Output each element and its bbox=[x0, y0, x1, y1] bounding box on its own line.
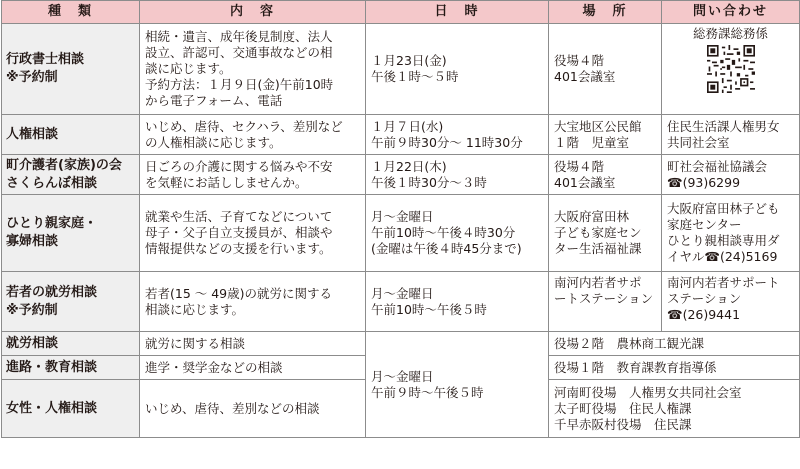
time-line: 午前９時～午後５時 bbox=[371, 384, 484, 400]
content-line: いじめ、虐待、セクハラ、差別など bbox=[145, 118, 343, 134]
place-line: 大阪府富田林 bbox=[554, 209, 630, 224]
header-type: 種 類 bbox=[2, 1, 140, 24]
category-title: 人権相談 bbox=[6, 126, 59, 142]
content-cell bbox=[140, 155, 366, 195]
place-cell bbox=[549, 195, 662, 272]
row-hitorioya bbox=[2, 195, 800, 272]
category-cell bbox=[2, 24, 140, 115]
content-cell bbox=[140, 24, 366, 115]
row-gyosei bbox=[2, 24, 800, 115]
category-cell bbox=[2, 332, 140, 356]
place-line: ートステーション bbox=[554, 291, 654, 306]
row-kaigo bbox=[2, 155, 800, 195]
content-cell bbox=[140, 195, 366, 272]
header-row bbox=[2, 1, 800, 24]
place-line: １階 児童室 bbox=[554, 134, 630, 150]
category-cell bbox=[2, 356, 140, 380]
time-note: (金曜は午後４時45分まで) bbox=[371, 241, 522, 256]
place-line: 大宝地区公民館 bbox=[554, 118, 642, 134]
category-title: 女性・人権相談 bbox=[6, 400, 98, 416]
datetime-cell bbox=[366, 272, 549, 332]
content-cell bbox=[140, 356, 366, 380]
category-title: 寡婦相談 bbox=[6, 234, 59, 249]
contact-line: 共同社会室 bbox=[667, 134, 730, 150]
place-line: ター生活福祉課 bbox=[554, 241, 642, 256]
header-contact: 問い合わせ bbox=[662, 1, 800, 24]
phone-number: イヤル☎(24)5169 bbox=[667, 249, 778, 264]
content-line: 就労に関する相談 bbox=[145, 335, 246, 351]
contact-line: 町社会福祉協議会 bbox=[667, 158, 768, 174]
place-contact-line: 千早赤阪村役場 住民課 bbox=[554, 416, 692, 432]
content-line: 相続・遺言、成年後見制度、法人 bbox=[145, 29, 333, 44]
time-line: 午後１時30分～３時 bbox=[371, 174, 487, 190]
contact-line: 総務課総務係 bbox=[692, 26, 768, 41]
content-line: から電子フォーム、電話 bbox=[145, 93, 283, 108]
category-title: 就労相談 bbox=[6, 335, 59, 351]
place-line: 子ども家庭セン bbox=[554, 225, 642, 240]
contact-line: 大阪府富田林子ども bbox=[667, 201, 780, 216]
contact-cell bbox=[662, 272, 800, 332]
place-line: 南河内若者サポ bbox=[554, 275, 642, 290]
content-line: 相談に応じます。 bbox=[145, 301, 245, 317]
content-line: 就業や生活、子育てなどについて bbox=[145, 209, 333, 224]
category-subtitle: さくらんぼ相談 bbox=[6, 175, 98, 191]
category-cell bbox=[2, 155, 140, 195]
category-title: 町介護者(家族)の会 bbox=[6, 157, 122, 173]
phone-number: ☎(93)6299 bbox=[667, 174, 741, 190]
contact-line: ひとり親相談専用ダ bbox=[667, 233, 780, 248]
place-contact-cell bbox=[549, 380, 800, 438]
row-jinken bbox=[2, 115, 800, 155]
content-line: 設立、許認可、交通事故などの相 bbox=[145, 45, 333, 60]
place-contact-cell bbox=[549, 356, 800, 380]
content-line: 母子・父子自立支援員が、相談や bbox=[145, 225, 333, 240]
place-cell bbox=[549, 24, 662, 115]
content-line: を気軽にお話ししませんか。 bbox=[145, 174, 308, 190]
place-line: 401会議室 bbox=[554, 69, 616, 84]
contact-cell bbox=[662, 115, 800, 155]
contact-cell bbox=[662, 155, 800, 195]
place-cell bbox=[549, 272, 662, 332]
date-line: １月22日(木) bbox=[371, 158, 447, 174]
header-place: 場 所 bbox=[549, 1, 662, 24]
consultation-table bbox=[1, 0, 800, 438]
content-line: 予約方法：１月９日(金)午前10時 bbox=[145, 77, 334, 92]
reservation-note: ※予約制 bbox=[6, 302, 58, 318]
datetime-cell bbox=[366, 155, 549, 195]
content-line: 情報提供などの支援を行います。 bbox=[145, 241, 332, 256]
place-contact-line: 太子町役場 住民人権課 bbox=[554, 400, 692, 416]
category-title: 若者の就労相談 bbox=[6, 284, 98, 300]
datetime-cell bbox=[366, 115, 549, 155]
category-title: 進路・教育相談 bbox=[6, 359, 98, 375]
datetime-cell bbox=[366, 195, 549, 272]
category-title: 行政書士相談 bbox=[6, 52, 85, 67]
reservation-note: ※予約制 bbox=[6, 70, 58, 85]
time-line: 午前９時30分～ 11時30分 bbox=[371, 134, 523, 150]
contact-line: 南河内若者サポート bbox=[667, 275, 780, 290]
place-contact-line: 河南町役場 人権男女共同社会室 bbox=[554, 384, 742, 400]
place-contact-line: 役場１階 教育課教育指導係 bbox=[554, 359, 717, 375]
category-title: ひとり親家庭・ bbox=[6, 216, 98, 231]
contact-cell bbox=[662, 195, 800, 272]
date-line: １月７日(水) bbox=[371, 118, 444, 134]
phone-number: ☎(26)9441 bbox=[667, 307, 741, 322]
content-line: 進学・奨学金などの相談 bbox=[145, 359, 283, 375]
content-line: 日ごろの介護に関する悩みや不安 bbox=[145, 158, 333, 174]
date-line: 月～金曜日 bbox=[371, 368, 434, 384]
content-cell bbox=[140, 115, 366, 155]
date-line: １月23日(金) bbox=[371, 53, 447, 68]
place-line: 役場４階 bbox=[554, 53, 605, 68]
place-cell bbox=[549, 155, 662, 195]
content-cell bbox=[140, 272, 366, 332]
time-line: 午前10時～午後４時30分 bbox=[371, 225, 516, 240]
place-contact-line: 役場２階 農林商工観光課 bbox=[554, 335, 705, 351]
content-line: いじめ、虐待、差別などの相談 bbox=[145, 400, 320, 416]
place-cell bbox=[549, 115, 662, 155]
content-line: 談に応じます。 bbox=[145, 61, 232, 76]
datetime-cell bbox=[366, 24, 549, 115]
row-wakamono bbox=[2, 272, 800, 332]
date-line: 月～金曜日 bbox=[371, 209, 434, 224]
contact-line: 住民生活課人権男女 bbox=[667, 118, 780, 134]
contact-cell bbox=[662, 24, 800, 115]
qr-code-icon[interactable] bbox=[707, 45, 755, 93]
category-cell bbox=[2, 195, 140, 272]
category-cell bbox=[2, 115, 140, 155]
place-line: 役場４階 bbox=[554, 158, 605, 174]
category-cell bbox=[2, 380, 140, 438]
content-line: の人権相談に応じます。 bbox=[145, 134, 282, 150]
time-line: 午後１時～５時 bbox=[371, 69, 459, 84]
header-datetime: 日 時 bbox=[366, 1, 549, 24]
date-line: 月～金曜日 bbox=[371, 285, 434, 301]
row-shuro bbox=[2, 332, 800, 356]
category-cell bbox=[2, 272, 140, 332]
time-line: 午前10時～午後５時 bbox=[371, 301, 487, 317]
contact-line: 家庭センター bbox=[667, 217, 742, 232]
place-line: 401会議室 bbox=[554, 174, 616, 190]
content-cell bbox=[140, 332, 366, 356]
contact-line: ステーション bbox=[667, 291, 742, 306]
datetime-cell-shared bbox=[366, 332, 549, 438]
content-line: 若者(15 ～ 49歳)の就労に関する bbox=[145, 285, 333, 301]
header-content: 内 容 bbox=[140, 1, 366, 24]
place-contact-cell bbox=[549, 332, 800, 356]
content-cell bbox=[140, 380, 366, 438]
